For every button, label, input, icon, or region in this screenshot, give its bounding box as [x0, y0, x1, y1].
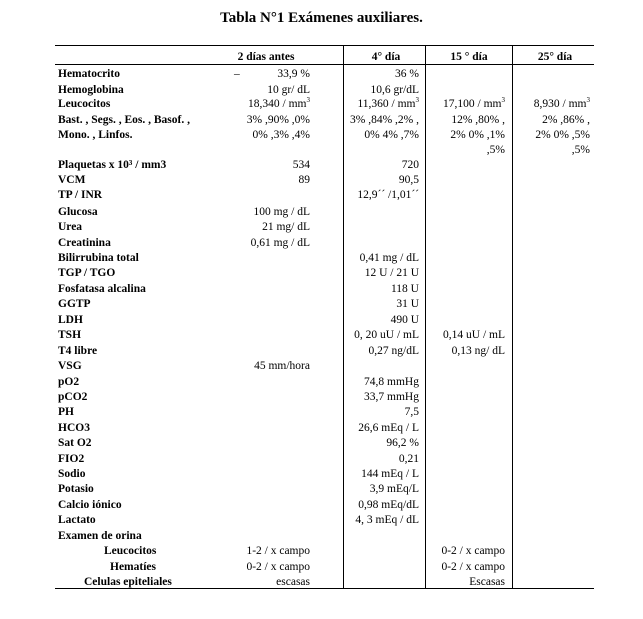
- cell-text: 90,5: [398, 174, 419, 186]
- cell-value: [357, 188, 419, 202]
- cell-value: [293, 158, 310, 172]
- cell-text: 0,61 mg / dL: [250, 237, 310, 249]
- cell-text: 720: [401, 159, 419, 171]
- cell-value: [534, 97, 590, 111]
- row-label: GGTP: [58, 298, 91, 310]
- cell-value: [391, 313, 419, 327]
- cell-text: 490 U: [390, 314, 419, 326]
- row-label: Hematocrito: [58, 68, 120, 80]
- row-label: TGP / TGO: [58, 267, 116, 279]
- cell-text: 1-2 / x campo: [246, 545, 310, 557]
- cell-value: [542, 113, 590, 127]
- column-separator: [343, 45, 344, 588]
- cell-text: 12% ,80% ,: [451, 114, 505, 126]
- cell-text: 45 mm/hora: [254, 360, 310, 372]
- row-label: pCO2: [58, 391, 88, 403]
- cell-value: [246, 544, 310, 558]
- cell-text: 3% ,84% ,2% ,: [350, 114, 419, 126]
- row-label: T4 libre: [58, 345, 98, 357]
- cell-value: [253, 128, 311, 142]
- row-label: Bast. , Segs. , Eos. , Basof. ,: [58, 114, 190, 126]
- cell-value: [267, 83, 310, 97]
- cell-text: 36 %: [395, 68, 419, 80]
- row-label: Plaquetas x 10³ / mm3: [58, 159, 167, 171]
- cell-text: 0,13 ng/ dL: [451, 345, 505, 357]
- cell-text: 0,98 mEq/dL: [358, 499, 419, 511]
- unit-exponent: 3: [415, 96, 419, 105]
- row-label: Urea: [58, 221, 83, 233]
- cell-value: [443, 97, 505, 111]
- row-label: Mono. , Linfos.: [58, 129, 133, 141]
- column-header: 15 ° día: [450, 51, 488, 63]
- cell-text: 11,360 / mm: [357, 98, 416, 110]
- urine-row-label: Hematíes: [110, 561, 156, 573]
- cell-value: [262, 220, 310, 234]
- cell-text: 4, 3 mEq / dL: [355, 514, 419, 526]
- cell-text: 0, 20 uU / mL: [354, 329, 419, 341]
- cell-text: 12,9´´ /1,01´´: [357, 189, 419, 201]
- cell-value: [452, 344, 505, 358]
- cell-value: [276, 575, 310, 589]
- column-header: 25° día: [537, 51, 573, 63]
- cell-text: 89: [298, 174, 310, 186]
- cell-text: 0-2 / x campo: [246, 561, 310, 573]
- cell-value: [357, 97, 419, 111]
- cell-text: 17,100 / mm: [443, 98, 502, 110]
- cell-text: 118 U: [390, 283, 419, 295]
- cell-value: [277, 67, 310, 81]
- cell-text: 3% ,90% ,0%: [246, 114, 310, 126]
- cell-text: 18,340 / mm: [248, 98, 307, 110]
- cell-value: [399, 452, 419, 466]
- cell-text: 0,14 uU / mL: [443, 329, 505, 341]
- cell-value: [365, 266, 419, 280]
- cell-text: 33,7 mmHg: [364, 391, 419, 403]
- urine-row-label: Celulas epiteliales: [84, 576, 172, 588]
- cell-value: [247, 113, 310, 127]
- row-label: TP / INR: [58, 189, 103, 201]
- cell-value: [451, 113, 505, 127]
- cell-text: 26,6 mEq / L: [358, 422, 419, 434]
- cell-text: 2% ,86% ,: [542, 114, 590, 126]
- cell-text: 2% 0% ,5%: [535, 129, 590, 141]
- row-label: Creatinina: [58, 237, 111, 249]
- column-separator: [512, 45, 513, 588]
- cell-text: 8,930 / mm: [533, 98, 587, 110]
- row-label: HCO3: [58, 422, 90, 434]
- urine-row-label: Leucocitos: [104, 545, 157, 557]
- cell-value: [405, 405, 419, 419]
- cell-text: 31 U: [396, 298, 419, 310]
- cell-value: [386, 436, 419, 450]
- cell-value: [358, 498, 419, 512]
- cell-text: 0,27 ng/dL: [368, 345, 419, 357]
- cell-value: [450, 128, 505, 142]
- cell-text: 2% 0% ,1%: [450, 129, 505, 141]
- row-label: TSH: [58, 329, 82, 341]
- cell-text: 74,8 mmHg: [364, 376, 419, 388]
- row-label: pO2: [58, 376, 80, 388]
- cell-text: 10 gr/ dL: [267, 84, 310, 96]
- header-rule: [55, 64, 594, 65]
- cell-text: Escasas: [469, 576, 505, 588]
- cell-value: [299, 173, 311, 187]
- cell-value: [441, 544, 505, 558]
- cell-text: 10,6 gr/dL: [370, 84, 419, 96]
- row-dash: –: [234, 68, 240, 80]
- row-label: Sodio: [58, 468, 86, 480]
- cell-text: 0,41 mg / dL: [359, 252, 419, 264]
- cell-value: [391, 282, 419, 296]
- table-title: Tabla N°1 Exámenes auxiliares.: [220, 10, 423, 26]
- row-label: Hemoglobina: [58, 84, 124, 96]
- cell-text: 0-2 / x campo: [441, 561, 505, 573]
- cell-value: [251, 236, 310, 250]
- cell-value: [370, 83, 419, 97]
- row-label: Potasio: [58, 483, 94, 495]
- row-label: Glucosa: [58, 206, 98, 218]
- unit-exponent: 3: [501, 96, 505, 105]
- cell-value: [364, 128, 419, 142]
- cell-value: [402, 158, 419, 172]
- row-label: FIO2: [58, 453, 85, 465]
- cell-text: 0% ,3% ,4%: [252, 129, 310, 141]
- cell-value: [246, 560, 310, 574]
- cell-value: [253, 205, 310, 219]
- cell-value: [358, 421, 419, 435]
- cell-text: 144 mEq / L: [361, 468, 419, 480]
- cell-value: [360, 251, 419, 265]
- cell-text: 534: [292, 159, 310, 171]
- column-header: 4° día: [371, 51, 401, 63]
- cell-text: escasas: [276, 576, 310, 588]
- cell-text: 96,2 %: [386, 437, 419, 449]
- cell-text: 100 mg / dL: [253, 206, 310, 218]
- cell-value: [535, 128, 590, 142]
- cell-text: 21 mg/ dL: [262, 221, 310, 233]
- cell-value: [395, 67, 419, 81]
- row-label: VCM: [58, 174, 86, 186]
- row-label: Bilirrubina total: [58, 252, 139, 264]
- row-label: Sat O2: [58, 437, 92, 449]
- cell-text: 0,21: [398, 453, 419, 465]
- column-separator: [425, 45, 426, 588]
- cell-value: [370, 482, 419, 496]
- cell-value-continued: ,5%: [571, 144, 590, 156]
- cell-value: [355, 513, 419, 527]
- cell-value: [469, 575, 505, 589]
- cell-text: 0% 4% ,7%: [364, 129, 419, 141]
- cell-value: [364, 375, 419, 389]
- row-label: Calcio iónico: [58, 499, 122, 511]
- cell-value: [350, 113, 419, 127]
- row-label: Lactato: [58, 514, 96, 526]
- row-label: LDH: [58, 314, 83, 326]
- unit-exponent: 3: [586, 96, 590, 105]
- cell-text: 3,9 mEq/L: [369, 483, 419, 495]
- cell-value: [396, 297, 419, 311]
- column-header: 2 días antes: [237, 51, 295, 63]
- cell-text: 0-2 / x campo: [441, 545, 505, 557]
- cell-value: [369, 344, 419, 358]
- row-label: Examen de orina: [58, 530, 142, 542]
- unit-exponent: 3: [306, 96, 310, 105]
- row-label: PH: [58, 406, 74, 418]
- cell-value: [354, 328, 419, 342]
- top-rule: [55, 45, 594, 46]
- cell-value: [361, 467, 419, 481]
- row-label: Fosfatasa alcalina: [58, 283, 146, 295]
- cell-value: [399, 173, 419, 187]
- cell-value: [441, 560, 505, 574]
- cell-text: 33,9 %: [277, 68, 310, 80]
- cell-value: [364, 390, 419, 404]
- cell-value: [443, 328, 505, 342]
- cell-text: 12 U / 21 U: [364, 267, 419, 279]
- row-label: VSG: [58, 360, 82, 372]
- cell-value: [248, 97, 310, 111]
- cell-value-continued: ,5%: [486, 144, 505, 156]
- cell-value: [254, 359, 310, 373]
- row-label: Leucocitos: [58, 98, 111, 110]
- cell-text: 7,5: [404, 406, 419, 418]
